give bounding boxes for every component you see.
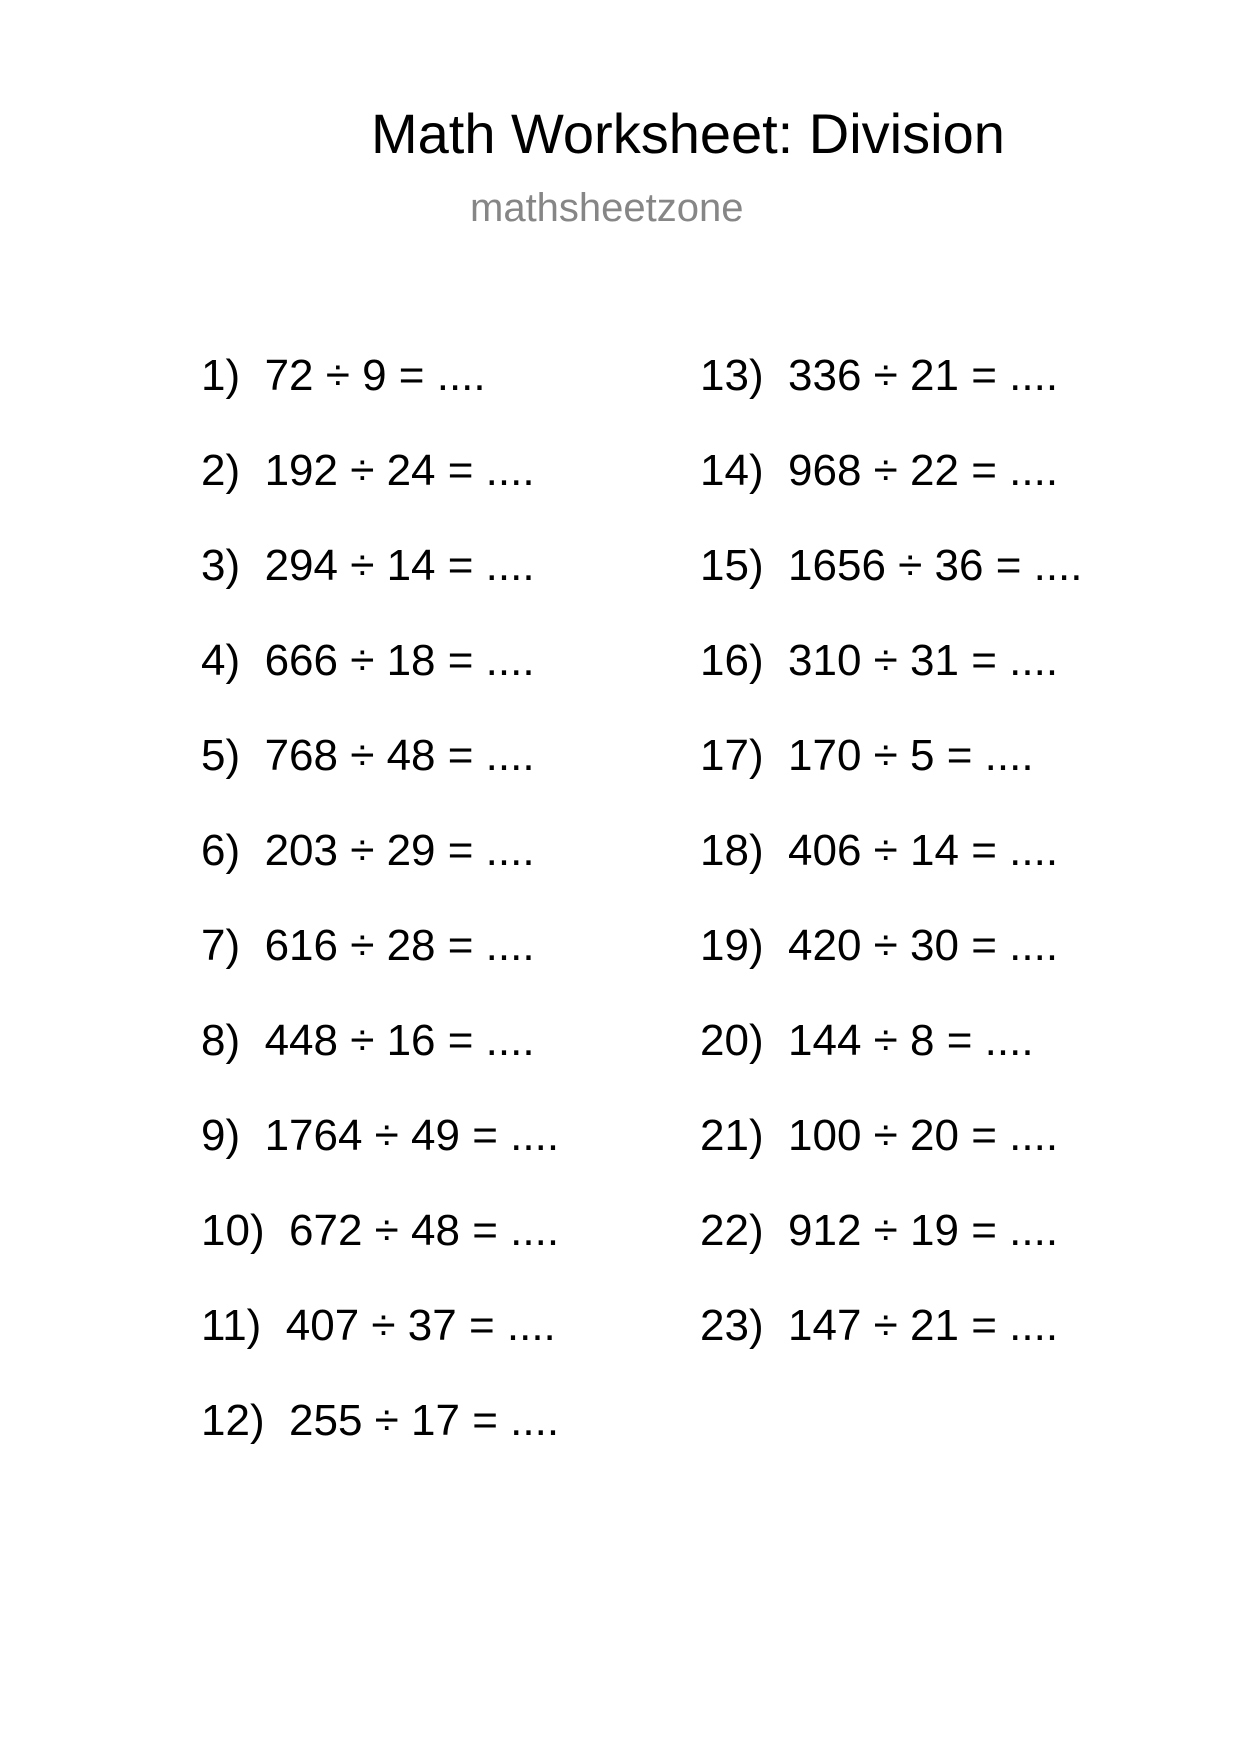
problem-item: 5) 768 ÷ 48 = .... [201,731,535,780]
problem-item: 13) 336 ÷ 21 = .... [700,351,1059,400]
problem-item: 12) 255 ÷ 17 = .... [201,1396,560,1445]
problem-item: 8) 448 ÷ 16 = .... [201,1016,535,1065]
problem-item: 19) 420 ÷ 30 = .... [700,921,1059,970]
problem-item: 6) 203 ÷ 29 = .... [201,826,535,875]
problem-item: 4) 666 ÷ 18 = .... [201,636,535,685]
site-name: mathsheetzone [470,186,744,230]
problem-item: 11) 407 ÷ 37 = .... [201,1301,556,1350]
problem-item: 17) 170 ÷ 5 = .... [700,731,1034,780]
problem-item: 20) 144 ÷ 8 = .... [700,1016,1034,1065]
problem-item: 14) 968 ÷ 22 = .... [700,446,1059,495]
problem-item: 23) 147 ÷ 21 = .... [700,1301,1059,1350]
problem-item: 18) 406 ÷ 14 = .... [700,826,1059,875]
problem-item: 15) 1656 ÷ 36 = .... [700,541,1083,590]
problem-item: 7) 616 ÷ 28 = .... [201,921,535,970]
problem-column-left [201,350,559,1490]
problem-item: 22) 912 ÷ 19 = .... [700,1206,1059,1255]
problem-item: 9) 1764 ÷ 49 = .... [201,1111,560,1160]
worksheet-title: Math Worksheet: Division [371,102,1005,165]
problem-column-right [700,350,1083,1395]
problem-item: 16) 310 ÷ 31 = .... [700,636,1059,685]
problem-item: 21) 100 ÷ 20 = .... [700,1111,1059,1160]
problem-item: 10) 672 ÷ 48 = .... [201,1206,560,1255]
problem-item: 2) 192 ÷ 24 = .... [201,446,535,495]
problem-item: 3) 294 ÷ 14 = .... [201,541,535,590]
problem-item: 1) 72 ÷ 9 = .... [201,351,486,400]
